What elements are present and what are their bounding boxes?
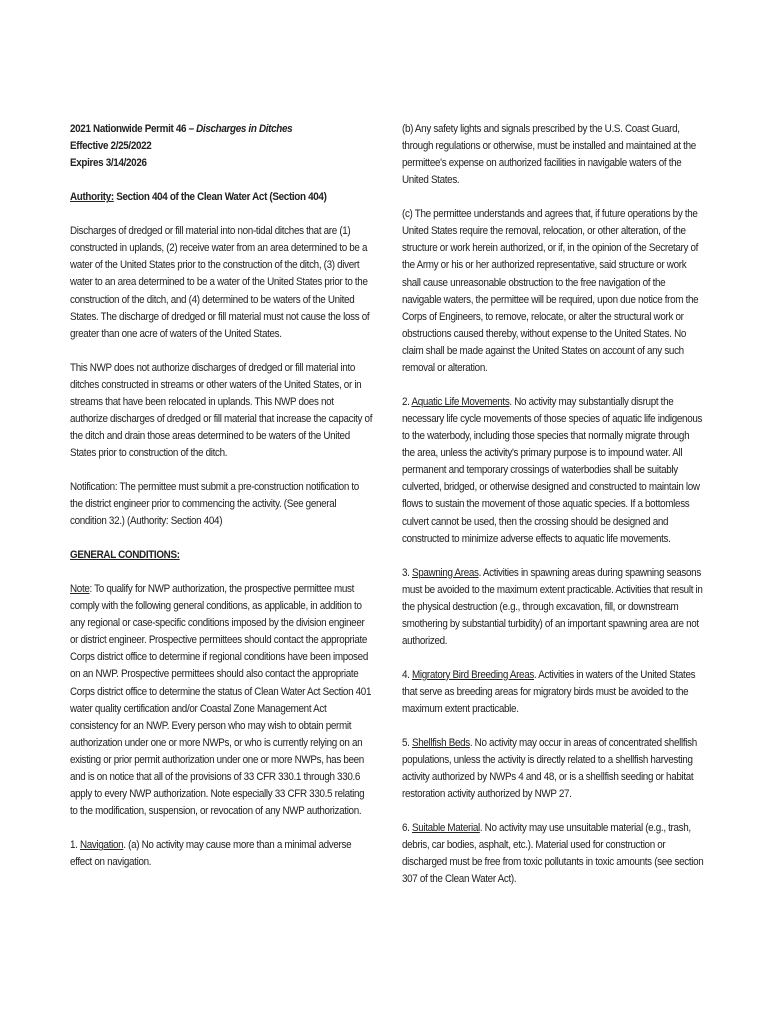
- expiry-date: Expires 3/14/2026: [70, 157, 147, 170]
- description-paragraph: Discharges of dredged or fill material into non-tidal ditches that are (1) constructed in uplands, (2) receive water from an area determined to be a water of the United States prior to the construction of the ditch, (3) divert water to an area determined to be a water of the United States prior to the construction of the ditch, and (4) determined to be waters of the United States. The discharge of dredged or fill material must not cause the loss of greater than one acre of waters of the United States.: [70, 225, 370, 340]
- title-italic: Discharges in Ditches: [196, 123, 293, 135]
- condition-text: . No activity may occur in areas of concentrated shellfish populations, unless the activity is directly related to a shellfish harvesting activity authorized by NWPs 4 and 48, or is a shellfish seeding or habitat restoration activity authorized by NWP 27.: [402, 736, 697, 801]
- condition-spawning-areas: [402, 565, 704, 650]
- condition-text: . No activity may substantially disrupt the necessary life cycle movements of those species of aquatic life indigenous to the waterbody, including those species that normally migrate through the area, unless the activity's primary purpose is to impound water. All permanent and temporary crossings of waterbodies shall be suitably culverted, bridged, or otherwise designed and constructed to maintain low flows to sustain the movement of those aquatic species. If a bottomless culvert cannot be used, then the crossing should be designed and constructed to minimize adverse effects to aquatic life movements.: [402, 395, 703, 545]
- condition-number: 3.: [402, 566, 412, 579]
- authority-line: [70, 189, 372, 206]
- condition-label: Shellfish Beds: [411, 736, 470, 749]
- authority-text: Section 404 of the Clean Water Act (Section 404): [113, 191, 327, 204]
- condition-migratory-birds: [402, 667, 704, 718]
- condition-number: 2.: [402, 395, 412, 408]
- navigation-b-paragraph: (b) Any safety lights and signals prescribed by the U.S. Coast Guard, through regulations or otherwise, must be installed and maintained at the permittee's expense on authorized facilities in navigable waters of the United States.: [402, 123, 696, 187]
- limitations-paragraph: This NWP does not authorize discharges of dredged or fill material into ditches constructed in streams or other waters of the United States, or in streams that have been relocated in uplands. This NWP does not authorize discharges of dredged or fill material that increase the capacity of the ditch and drain those areas determined to be waters of the United States prior to construction of the ditch.: [70, 361, 373, 460]
- condition-label: Migratory Bird Breeding Areas: [411, 668, 534, 681]
- condition-label: Navigation: [79, 839, 124, 852]
- condition-text: . Activities in spawning areas during spawning seasons must be avoided to the maximum extent practicable. Activities that result in the physical destruction (e.g., through excavation, fill, or downstream smothering by substantial turbidity) of an important spawning area are not authorized.: [402, 566, 703, 647]
- condition-navigation: [70, 837, 372, 871]
- note-label: Note: [70, 582, 90, 595]
- right-column: [402, 121, 704, 905]
- condition-text: . No activity may use unsuitable material (e.g., trash, debris, car bodies, asphalt, etc.). Material used for construction or discharged must be free from toxic pollutants in toxic amounts (see section 307 of the Clean Water Act).: [402, 822, 704, 886]
- title-prefix: 2021 Nationwide Permit 46 –: [70, 123, 197, 135]
- general-conditions-heading: GENERAL CONDITIONS:: [70, 549, 180, 562]
- condition-label: Aquatic Life Movements: [411, 395, 510, 408]
- condition-shellfish-beds: [402, 735, 704, 803]
- condition-text: . (a) No activity may cause more than a minimal adverse effect on navigation.: [70, 839, 352, 869]
- condition-number: 5.: [402, 736, 412, 749]
- condition-number: 4.: [402, 668, 412, 681]
- condition-aquatic-life: [402, 394, 704, 548]
- permit-title: [70, 121, 372, 138]
- document-header: [70, 121, 372, 172]
- left-column: [70, 121, 372, 888]
- condition-label: Suitable Material: [411, 822, 480, 835]
- condition-text: . Activities in waters of the United States that serve as breeding areas for migratory birds must be avoided to the maximum extent practicable.: [402, 668, 696, 715]
- navigation-c-paragraph: (c) The permittee understands and agrees that, if future operations by the United States require the removal, relocation, or other alteration, of the structure or work herein authorized, or if, in the opinion of the Secretary of the Army or his or her authorized representative, said structure or work shall cause unreasonable obstruction to the free navigation of the navigable waters, the permittee will be required, upon due notice from the Corps of Engineers, to remove, relocate, or alter the structural work or obstructions caused thereby, without expense to the United States. No claim shall be made against the United States on account of any such removal or alteration.: [402, 208, 699, 375]
- notification-paragraph: Notification: The permittee must submit a pre-construction notification to the district engineer prior to commencing the activity. (See general condition 32.) (Authority: Section 404): [70, 480, 359, 528]
- authority-label: Authority:: [70, 191, 114, 204]
- condition-number: 1.: [70, 839, 80, 852]
- condition-label: Spawning Areas: [411, 566, 479, 579]
- note-text: : To qualify for NWP authorization, the prospective permittee must comply with the following general conditions, as applicable, in addition to any regional or case-specific conditions imposed by the division engineer or district engineer. Prospective permittees should contact the appropriate Corps district office to determine if regional conditions have been imposed on an NWP. Prospective permittees should also contact the appropriate Corps district office to determine the status of Clean Water Act Section 401 water quality certification and/or Coastal Zone Management Act consistency for an NWP. Every person who may wish to obtain permit authorization under one or more NWPs, or who is currently relying on an existing or prior permit authorization under one or more NWPs, has been and is on notice that all of the provisions of 33 CFR 330.1 through 330.6 apply to every NWP authorization. Note especially 33 CFR 330.5 relating to the modification, suspension, or revocation of any NWP authorization.: [70, 582, 372, 818]
- effective-date: Effective 2/25/2022: [70, 140, 152, 153]
- condition-suitable-material: [402, 820, 704, 888]
- condition-number: 6.: [402, 822, 412, 835]
- note-paragraph: [70, 581, 372, 820]
